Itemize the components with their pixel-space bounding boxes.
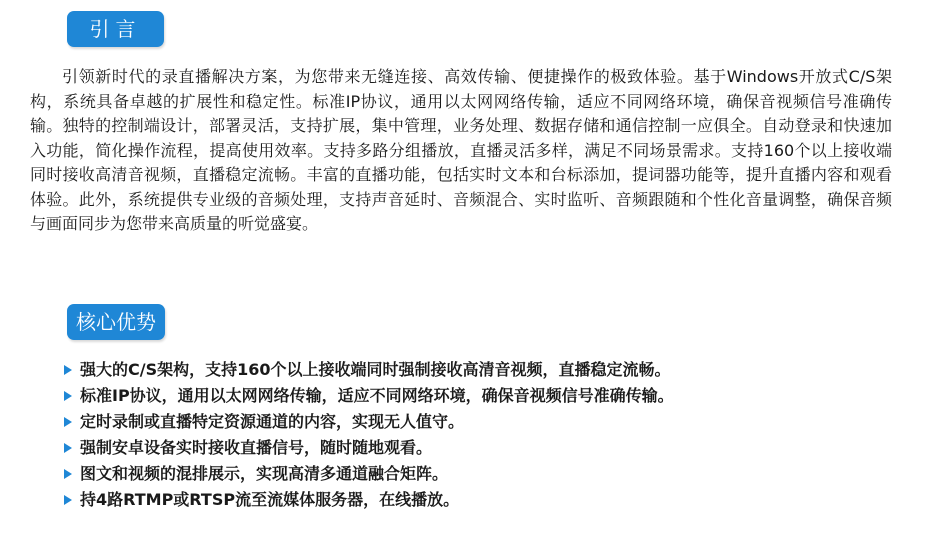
list-item (62, 384, 674, 410)
triangle-bullet-icon (64, 469, 72, 479)
core-advantages-heading-badge: 核心优势 (67, 304, 165, 340)
list-item (62, 410, 674, 436)
triangle-bullet-icon (64, 495, 72, 505)
intro-paragraph: 引领新时代的录直播解决方案，为您带来无缝连接、高效传输、便捷操作的极致体验。基于Windows开放式C/S架构，系统具备卓越的扩展性和稳定性。标准IP协议，通用以太网网络传输，适应不同网络环境，确保音视频信号准确传输。独特的控制端设计，部署灵活，支持扩展，集中管理，业务处理、数据存储和通信控制一应俱全。自动登录和快速加入功能，简化操作流程，提高使用效率。支持多路分组播放，直播灵活多样，满足不同场景需求。支持160个以上接收端同时接收高清音视频，直播稳定流畅。丰富的直播功能，包括实时文本和台标添加，提词器功能等，提升直播内容和观看体验。此外，系统提供专业级的音频处理，支持声音延时、音频混合、实时监听、音频跟随和个性化音量调整，确保音频与画面同步为您带来高质量的听觉盛宴。 (30, 67, 892, 233)
list-item-text: 定时录制或直播特定资源通道的内容，实现无人值守。 (80, 412, 465, 431)
list-item (62, 462, 674, 488)
list-item (62, 358, 674, 384)
list-item-text: 图文和视频的混排展示，实现高清多通道融合矩阵。 (80, 464, 449, 483)
list-item-text: 标准IP协议，通用以太网网络传输，适应不同网络环境，确保音视频信号准确传输。 (80, 386, 674, 405)
list-item (62, 488, 674, 514)
triangle-bullet-icon (64, 391, 72, 401)
triangle-bullet-icon (64, 365, 72, 375)
intro-heading-badge: 引言 (67, 11, 164, 47)
list-item-text: 持4路RTMP或RTSP流至流媒体服务器，在线播放。 (80, 490, 460, 509)
list-item-text: 强大的C/S架构，支持160个以上接收端同时强制接收高清音视频，直播稳定流畅。 (80, 360, 671, 379)
triangle-bullet-icon (64, 417, 72, 427)
core-advantages-list (62, 358, 674, 514)
list-item-text: 强制安卓设备实时接收直播信号，随时随地观看。 (80, 438, 433, 457)
list-item (62, 436, 674, 462)
triangle-bullet-icon (64, 443, 72, 453)
